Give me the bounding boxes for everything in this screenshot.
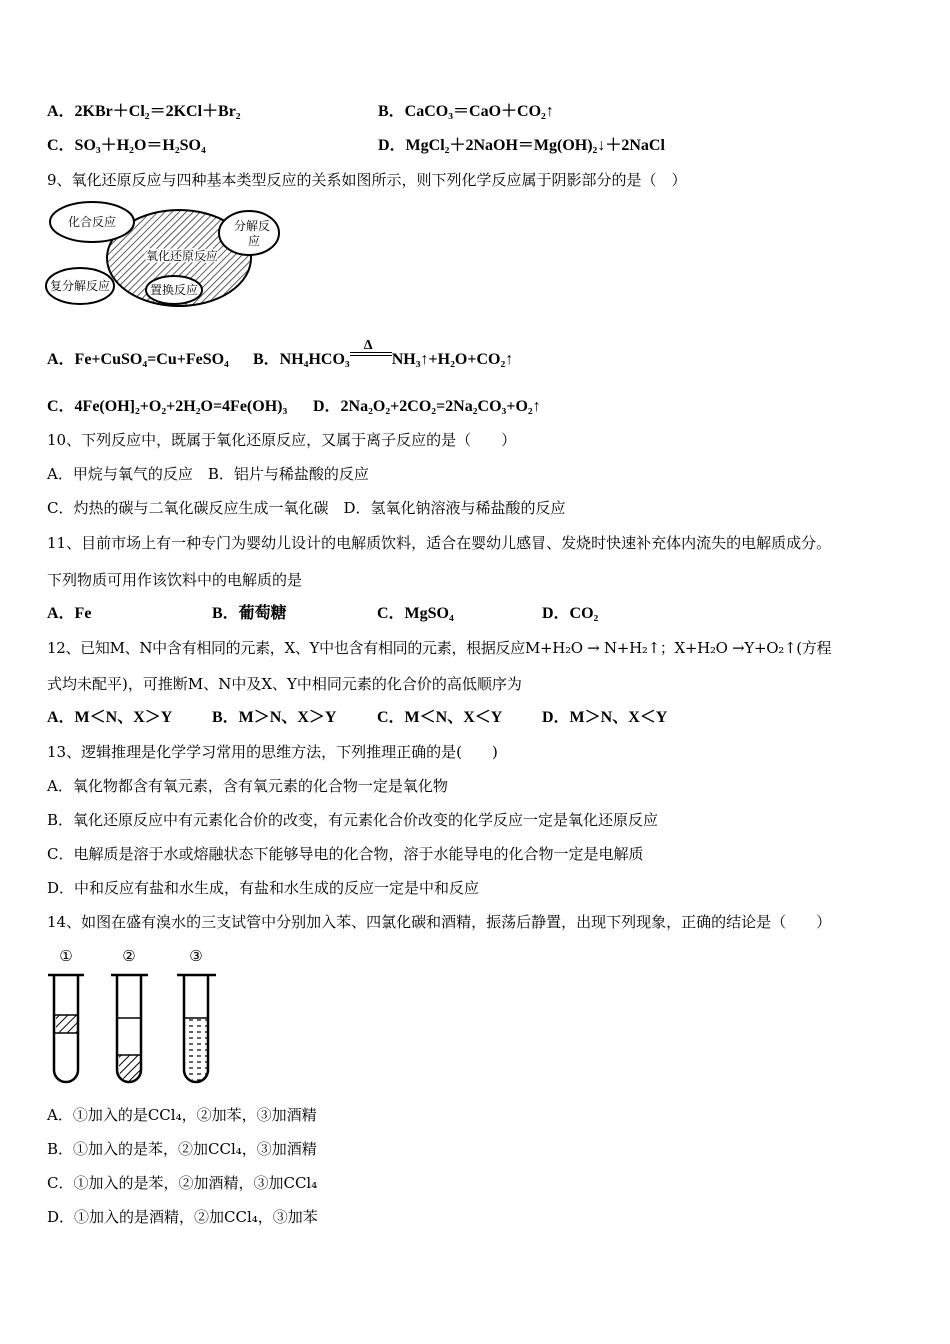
q8-option-c: C．SO₃＋H₂O＝H₂SO₄: [47, 137, 206, 154]
test-tube-1: [48, 975, 84, 1082]
q12-option-d: D．M＞N、X＜Y: [542, 709, 668, 726]
tube-1-label: ①: [59, 947, 73, 965]
q12-option-a: A．M＜N、X＞Y: [47, 709, 173, 726]
q12-stem-1: 12、已知M、N中含有相同的元素，X、Y中也含有相同的元素，根据反应M+H₂O → N+H₂↑；X+H₂O →Y+O₂↑(方程: [47, 639, 832, 657]
q12-option-c: C．M＜N、X＜Y: [377, 709, 503, 726]
q9-b-reactant: B．NH₄HCO₃: [253, 351, 350, 368]
q10-options-ab: A．甲烷与氧气的反应 B．铝片与稀盐酸的反应: [47, 465, 369, 483]
q8-option-b: B．CaCO₃＝CaO＋CO₂↑: [378, 103, 554, 120]
q11-option-c: C．MgSO₄: [377, 605, 454, 622]
q11-stem-1: 11、目前市场上有一种专门为婴幼儿设计的电解质饮料，适合在婴幼儿感冒、发烧时快速补充体内流失的电解质成分。: [47, 534, 832, 552]
tube-2-label: ②: [122, 947, 136, 965]
q9-stem: 9、氧化还原反应与四种基本类型反应的关系如图所示，则下列化学反应属于阴影部分的是（ ）: [47, 171, 687, 189]
label-decomposition-1: 分解反: [233, 219, 271, 233]
q11-stem-2: 下列物质可用作该饮料中的电解质的是: [47, 571, 303, 589]
heat-condition: [350, 338, 392, 370]
q13-option-c: C．电解质是溶于水或熔融状态下能够导电的化合物，溶于水能导电的化合物一定是电解质: [47, 845, 644, 863]
label-combination: 化合反应: [67, 215, 117, 229]
q11-option-d: D．CO₂: [542, 605, 599, 622]
q11-option-b: B．葡萄糖: [212, 605, 287, 622]
q9-option-a: A．Fe+CuSO₄=Cu+FeSO₄: [47, 351, 229, 368]
q13-stem: 13、逻辑推理是化学学习常用的思维方法，下列推理正确的是( ): [47, 743, 498, 761]
test-tubes-figure: [44, 945, 224, 1090]
q9-b-products: NH₃↑+H₂O+CO₂↑: [391, 351, 514, 368]
q14-option-a: A．①加入的是CCl₄，②加苯，③加酒精: [47, 1106, 317, 1124]
label-redox: 氧化还原反应: [145, 249, 219, 263]
q13-option-a: A．氧化物都含有氧元素，含有氧元素的化合物一定是氧化物: [47, 777, 448, 795]
q9-option-b: [253, 338, 514, 370]
q13-option-d: D．中和反应有盐和水生成，有盐和水生成的反应一定是中和反应: [47, 879, 480, 897]
q10-stem: 10、下列反应中，既属于氧化还原反应，又属于离子反应的是（ ）: [47, 431, 517, 449]
q9-option-c: C．4Fe(OH]₂+O₂+2H₂O=4Fe(OH)₃: [47, 398, 288, 415]
test-tube-3: [177, 975, 216, 1082]
q8-option-a: A．2KBr＋Cl₂＝2KCl＋Br₂: [47, 103, 241, 120]
q8-option-d: D．MgCl₂＋2NaOH＝Mg(OH)₂↓＋2NaCl: [378, 137, 665, 154]
q12-stem-2: 式均未配平)，可推断M、N中及X、Y中相同元素的化合价的高低顺序为: [47, 675, 522, 693]
reaction-venn-diagram: [44, 198, 284, 310]
test-tube-2: [111, 975, 148, 1082]
q14-option-c: C．①加入的是苯，②加酒精，③加CCl₄: [47, 1174, 318, 1192]
q14-option-d: D．①加入的是酒精，②加CCl₄，③加苯: [47, 1208, 318, 1226]
q12-option-b: B．M＞N、X＞Y: [212, 709, 337, 726]
q14-option-b: B．①加入的是苯，②加CCl₄，③加酒精: [47, 1140, 317, 1158]
q11-option-a: A．Fe: [47, 605, 92, 622]
tube-3-label: ③: [189, 947, 203, 965]
q14-stem: 14、如图在盛有溴水的三支试管中分别加入苯、四氯化碳和酒精，振荡后静置，出现下列现象，正确的结论是（ ）: [47, 913, 832, 931]
label-double-displacement: 复分解反应: [49, 279, 111, 293]
q13-option-b: B．氧化还原反应中有元素化合价的改变，有元素化合价改变的化学反应一定是氧化还原反应: [47, 811, 659, 829]
label-displacement: 置换反应: [149, 283, 199, 297]
delta-symbol: Δ: [363, 338, 373, 353]
q10-options-cd: C．灼热的碳与二氧化碳反应生成一氧化碳 D．氢氧化钠溶液与稀盐酸的反应: [47, 499, 566, 517]
label-decomposition-2: 应: [247, 234, 261, 248]
q9-option-d: D．2Na₂O₂+2CO₂=2Na₂CO₃+O₂↑: [313, 398, 541, 415]
